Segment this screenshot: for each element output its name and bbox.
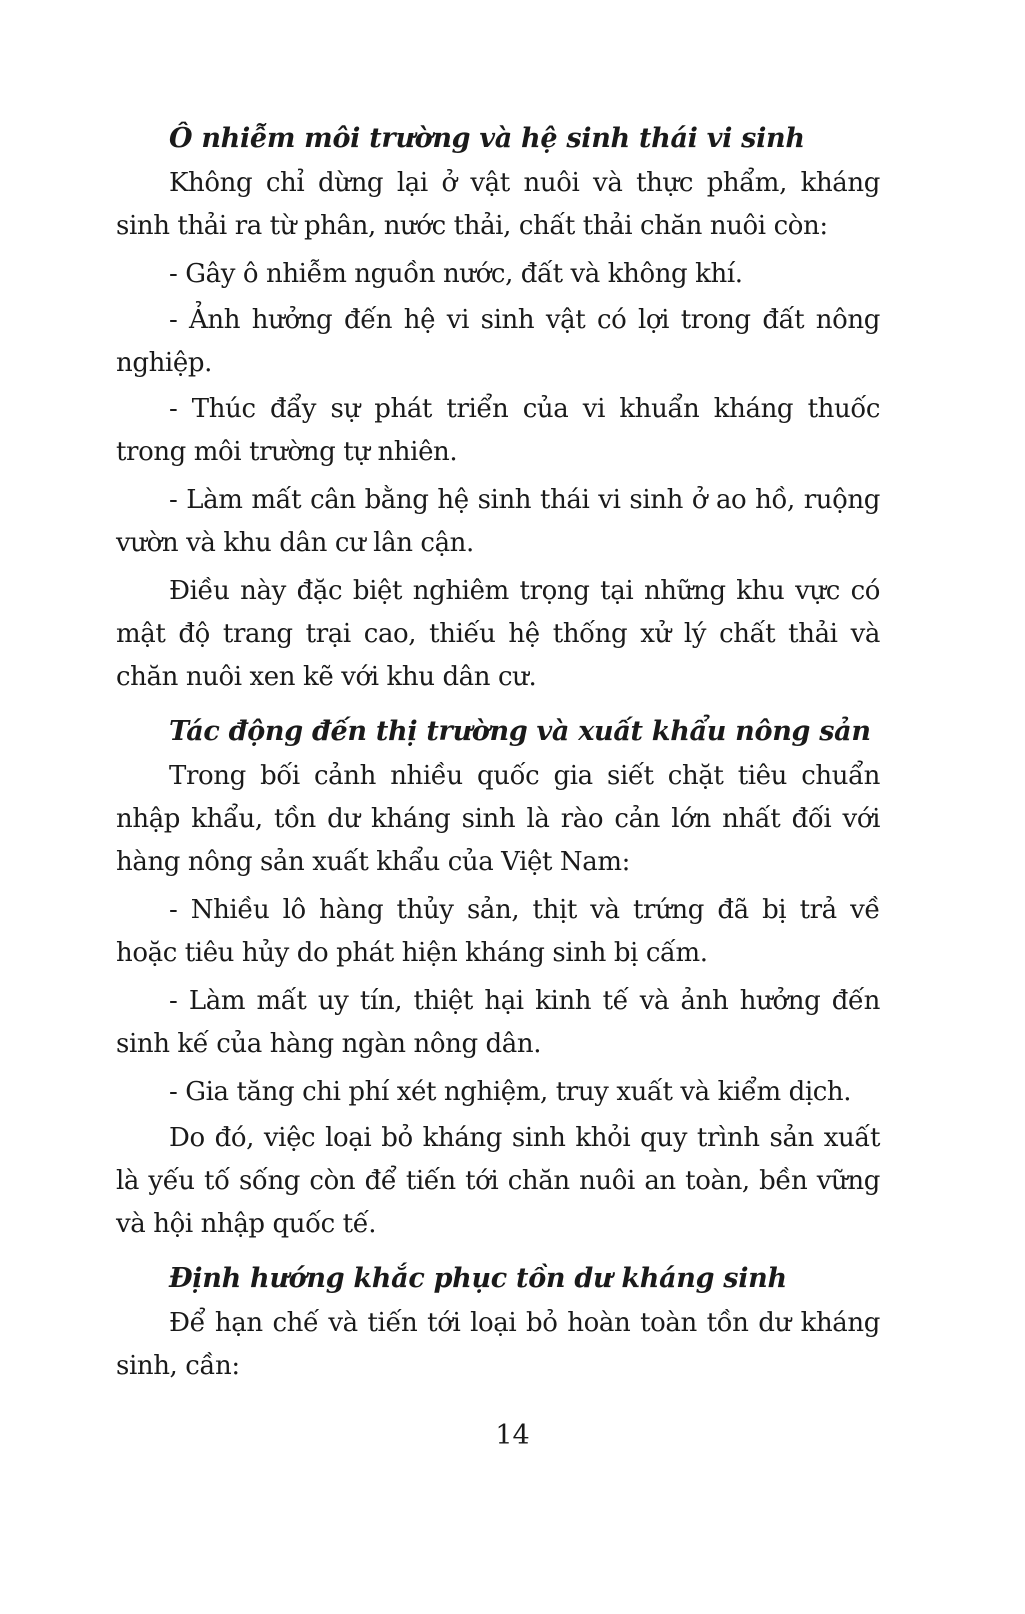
bullet-item: - Gây ô nhiễm nguồn nước, đất và không khí. [169,259,743,289]
section-heading: Ô nhiễm môi trường và hệ sinh thái vi sinh [169,123,805,154]
paragraph: Không chỉ dừng lại ở vật nuôi và thực phẩm, kháng sinh thải ra từ phân, nước thải, chất thải chăn nuôi còn: [116,168,880,241]
bullet-item: - Ảnh hưởng đến hệ vi sinh vật có lợi trong đất nông nghiệp. [116,305,880,378]
section-heading: Định hướng khắc phục tồn dư kháng sinh [169,1263,787,1294]
section-market [116,709,880,1246]
section-remediation [116,1256,880,1388]
bullet-item: - Thúc đẩy sự phát triển của vi khuẩn kháng thuốc trong môi trường tự nhiên. [116,394,880,467]
paragraph: Để hạn chế và tiến tới loại bỏ hoàn toàn tồn dư kháng sinh, cần: [116,1308,880,1381]
page-content [116,116,880,1393]
section-environment [116,116,880,699]
section-heading: Tác động đến thị trường và xuất khẩu nông sản [169,716,871,747]
paragraph: Điều này đặc biệt nghiêm trọng tại những khu vực có mật độ trang trại cao, thiếu hệ thống xử lý chất thải và chăn nuôi xen kẽ với khu dân cư. [116,576,880,692]
page-number: 14 [495,1420,530,1451]
bullet-item: - Nhiều lô hàng thủy sản, thịt và trứng đã bị trả về hoặc tiêu hủy do phát hiện kháng sinh bị cấm. [116,895,880,968]
paragraph: Trong bối cảnh nhiều quốc gia siết chặt tiêu chuẩn nhập khẩu, tồn dư kháng sinh là rào cản lớn nhất đối với hàng nông sản xuất khẩu của Việt Nam: [116,761,880,877]
bullet-item: - Làm mất cân bằng hệ sinh thái vi sinh ở ao hồ, ruộng vườn và khu dân cư lân cận. [116,485,880,558]
paragraph: Do đó, việc loại bỏ kháng sinh khỏi quy trình sản xuất là yếu tố sống còn để tiến tới chăn nuôi an toàn, bền vững và hội nhập quốc tế. [116,1123,880,1239]
bullet-item: - Làm mất uy tín, thiệt hại kinh tế và ảnh hưởng đến sinh kế của hàng ngàn nông dân. [116,986,880,1059]
bullet-item: - Gia tăng chi phí xét nghiệm, truy xuất và kiểm dịch. [169,1077,852,1107]
